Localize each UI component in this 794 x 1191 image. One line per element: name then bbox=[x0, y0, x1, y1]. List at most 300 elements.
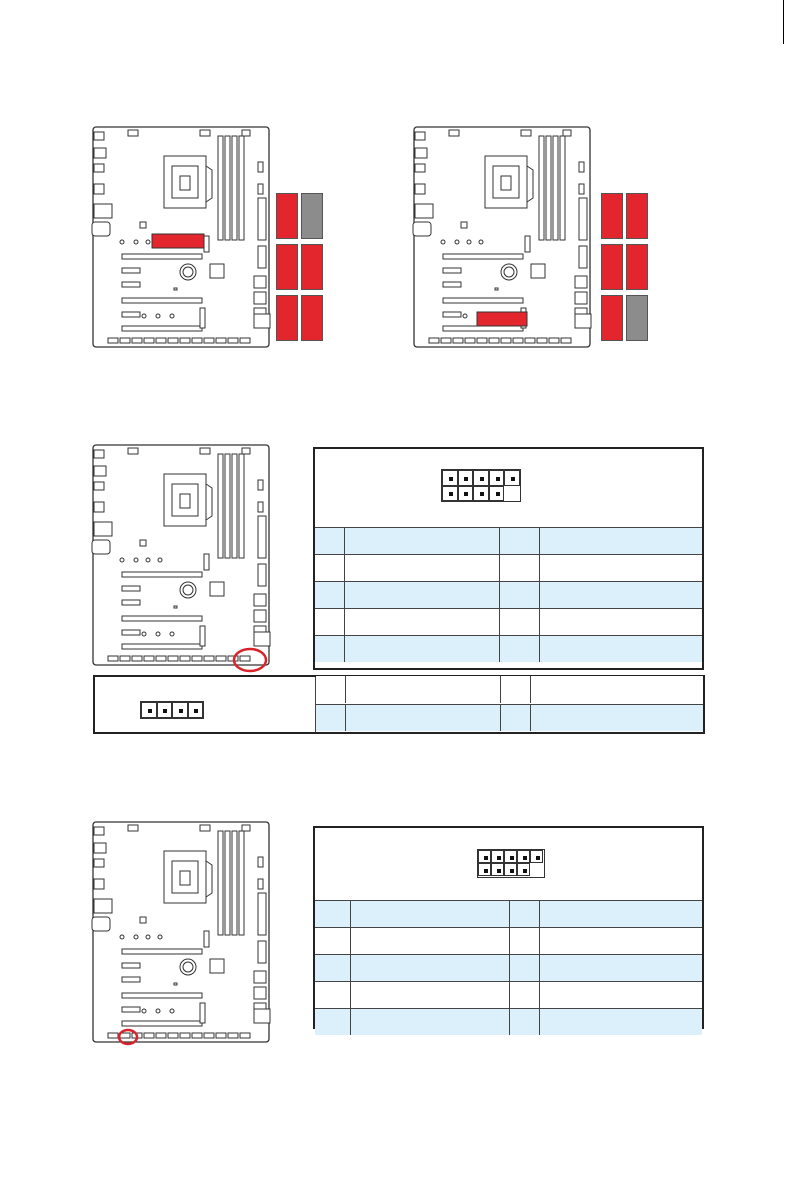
audio-port bbox=[92, 222, 110, 236]
io-port bbox=[94, 843, 106, 853]
pin-dot bbox=[449, 477, 453, 481]
dimm-slot bbox=[239, 454, 244, 558]
standoff bbox=[156, 632, 160, 636]
standoff bbox=[467, 240, 471, 244]
dimm-slot bbox=[232, 831, 237, 935]
bottom-header bbox=[204, 656, 214, 661]
chipset bbox=[531, 264, 545, 278]
column-divider bbox=[499, 636, 500, 662]
bottom-header bbox=[513, 338, 523, 343]
pin-cell bbox=[458, 486, 474, 502]
slot-status-cell bbox=[601, 193, 623, 239]
pin-cell bbox=[504, 863, 517, 876]
pin-cell bbox=[504, 850, 517, 863]
sata-port bbox=[254, 610, 266, 622]
atx-power bbox=[258, 516, 266, 558]
pin-dot bbox=[449, 492, 453, 496]
board-diagram-2 bbox=[413, 126, 603, 360]
pcie-x1-slot bbox=[122, 630, 140, 635]
m2-holder bbox=[200, 626, 205, 646]
usb-header bbox=[254, 314, 270, 328]
pcie-x1-slot bbox=[122, 963, 140, 968]
sata-port bbox=[254, 594, 266, 606]
io-port bbox=[94, 466, 106, 476]
cmos-battery-inner bbox=[504, 267, 514, 277]
bottom-header bbox=[453, 338, 463, 343]
standoff bbox=[158, 558, 162, 562]
io-port bbox=[415, 148, 427, 158]
cmos-battery-inner bbox=[183, 962, 193, 972]
bottom-header bbox=[489, 338, 499, 343]
bottom-header bbox=[216, 338, 226, 343]
pcie-x16-slot bbox=[122, 1021, 202, 1026]
led bbox=[174, 606, 177, 608]
dimm-slot bbox=[232, 136, 237, 240]
dimm-slot bbox=[546, 136, 551, 240]
led bbox=[495, 288, 498, 290]
standoff bbox=[146, 935, 150, 939]
bottom-header bbox=[429, 338, 439, 343]
standoff bbox=[134, 240, 138, 244]
standoff bbox=[142, 632, 146, 636]
column-divider bbox=[350, 928, 351, 954]
pin-dot bbox=[497, 856, 501, 860]
standoff bbox=[156, 314, 160, 318]
bottom-header bbox=[216, 656, 226, 661]
bottom-header bbox=[156, 656, 166, 661]
dimm-slot bbox=[553, 136, 558, 240]
bottom-header bbox=[465, 338, 475, 343]
column-divider bbox=[539, 928, 540, 954]
pin-cell bbox=[504, 470, 520, 486]
io-port bbox=[94, 148, 106, 158]
top-connector bbox=[242, 448, 250, 454]
slot-status-cell bbox=[276, 244, 298, 290]
chip bbox=[140, 222, 146, 228]
bottom-header bbox=[240, 338, 250, 343]
pcie-x1-slot bbox=[443, 268, 461, 273]
pin-header-9-icon bbox=[477, 849, 545, 878]
pin-header-10-icon bbox=[441, 469, 521, 502]
pcie-x1-slot bbox=[122, 1007, 140, 1012]
bottom-header bbox=[441, 338, 451, 343]
standoff bbox=[134, 935, 138, 939]
column-divider bbox=[509, 901, 510, 927]
bottom-header bbox=[549, 338, 559, 343]
column-divider bbox=[499, 609, 500, 635]
pcie-x1-slot bbox=[122, 268, 140, 273]
pin-cell bbox=[188, 702, 204, 718]
chipset bbox=[210, 959, 224, 973]
io-port bbox=[415, 204, 433, 218]
standoff bbox=[156, 1009, 160, 1013]
chip bbox=[140, 917, 146, 923]
column-divider bbox=[509, 928, 510, 954]
board-diagram-3 bbox=[92, 444, 282, 678]
dimm-slot bbox=[225, 136, 230, 240]
pin-dot bbox=[536, 856, 540, 860]
column-divider bbox=[344, 609, 345, 635]
top-connector bbox=[242, 130, 250, 136]
slot-status-cell bbox=[601, 244, 623, 290]
dimm-slot bbox=[239, 831, 244, 935]
io-port bbox=[94, 184, 104, 194]
io-port bbox=[415, 132, 425, 140]
pin-definition-table-2 bbox=[93, 675, 705, 734]
atx-power bbox=[579, 198, 587, 240]
bottom-header bbox=[216, 1033, 226, 1038]
standoff bbox=[463, 314, 467, 318]
column-divider bbox=[350, 955, 351, 981]
fan-header bbox=[579, 184, 584, 194]
bottom-header bbox=[168, 656, 178, 661]
audio-port bbox=[92, 540, 110, 554]
dimm-slot bbox=[232, 454, 237, 558]
bottom-header bbox=[240, 656, 250, 661]
standoff bbox=[146, 240, 150, 244]
board-diagram-4 bbox=[92, 821, 282, 1055]
pin-dot bbox=[179, 709, 183, 713]
io-port bbox=[94, 132, 104, 140]
pin-dot bbox=[511, 477, 515, 481]
pcie-x16-slot bbox=[122, 993, 202, 998]
sata-connector bbox=[258, 246, 266, 268]
cmos-battery-inner bbox=[183, 585, 193, 595]
pcie-x1-slot bbox=[443, 282, 461, 287]
pin-dot bbox=[510, 856, 514, 860]
pin-cell bbox=[530, 850, 543, 863]
fan-header bbox=[579, 162, 584, 172]
pcie-x16-slot bbox=[122, 616, 202, 621]
bottom-header bbox=[120, 338, 130, 343]
standoff bbox=[441, 240, 445, 244]
column-divider bbox=[539, 582, 540, 608]
io-port bbox=[94, 827, 104, 835]
pin-cell bbox=[172, 702, 188, 718]
slot-status-cell bbox=[301, 193, 323, 239]
chipset bbox=[210, 582, 224, 596]
pin-dot bbox=[496, 492, 500, 496]
column-divider bbox=[509, 1009, 510, 1035]
column-divider bbox=[530, 705, 531, 731]
fan-header bbox=[258, 879, 263, 889]
bottom-header bbox=[180, 1033, 190, 1038]
column-divider bbox=[345, 705, 346, 731]
motherboard-outline bbox=[92, 126, 282, 360]
column-divider bbox=[509, 982, 510, 1008]
column-divider bbox=[500, 705, 501, 731]
pin-cell bbox=[141, 702, 157, 718]
io-port bbox=[94, 899, 112, 913]
top-connector bbox=[128, 825, 138, 831]
slot-status-cell bbox=[276, 295, 298, 341]
m2-holder bbox=[204, 236, 209, 252]
standoff bbox=[120, 558, 124, 562]
io-port bbox=[94, 859, 104, 867]
pcie-x1-slot bbox=[122, 282, 140, 287]
pin-dot bbox=[464, 492, 468, 496]
sata-connector bbox=[258, 941, 266, 963]
bottom-header bbox=[144, 656, 154, 661]
pin-cell bbox=[157, 702, 173, 718]
fan-header bbox=[258, 162, 263, 172]
table-row bbox=[315, 527, 702, 554]
pin-dot bbox=[480, 477, 484, 481]
bottom-header bbox=[240, 1033, 250, 1038]
chip bbox=[461, 222, 467, 228]
standoff bbox=[120, 935, 124, 939]
table-row bbox=[315, 900, 702, 927]
standoff bbox=[170, 1009, 174, 1013]
slot-status-cell bbox=[626, 295, 648, 341]
top-connector bbox=[128, 448, 138, 454]
pcie-x16-slot bbox=[122, 326, 202, 331]
io-port bbox=[415, 164, 425, 172]
pin-dot bbox=[523, 869, 527, 873]
chip bbox=[140, 540, 146, 546]
column-divider bbox=[539, 1009, 540, 1035]
cpu-socket-core bbox=[501, 176, 511, 190]
pin-cell bbox=[491, 850, 504, 863]
top-connector bbox=[242, 825, 250, 831]
page-corner-mark bbox=[783, 0, 784, 44]
pin-dot bbox=[480, 492, 484, 496]
pcie-x16-slot bbox=[122, 644, 202, 649]
pin-dot bbox=[497, 869, 501, 873]
dimm-slot bbox=[218, 136, 223, 240]
pcie-x16-slot bbox=[443, 254, 523, 259]
bottom-header bbox=[204, 1033, 214, 1038]
atx-power bbox=[258, 893, 266, 935]
io-port bbox=[94, 522, 112, 536]
standoff bbox=[142, 314, 146, 318]
bottom-header bbox=[537, 338, 547, 343]
top-connector bbox=[521, 130, 531, 136]
highlighted-pcie-slot bbox=[152, 234, 204, 248]
bottom-header bbox=[180, 656, 190, 661]
bottom-header bbox=[477, 338, 487, 343]
bottom-header bbox=[132, 338, 142, 343]
standoff bbox=[170, 314, 174, 318]
bottom-header bbox=[192, 338, 202, 343]
standoff bbox=[455, 240, 459, 244]
pin-dot bbox=[194, 709, 198, 713]
bottom-header bbox=[525, 338, 535, 343]
table-row bbox=[315, 981, 702, 1008]
pcie-x1-slot bbox=[122, 977, 140, 982]
sata-port bbox=[575, 276, 587, 288]
sata-port bbox=[254, 971, 266, 983]
standoff bbox=[158, 935, 162, 939]
bottom-header bbox=[228, 338, 238, 343]
pcie-x16-slot bbox=[122, 949, 202, 954]
fan-header bbox=[258, 184, 263, 194]
chipset bbox=[210, 264, 224, 278]
dimm-slot bbox=[218, 454, 223, 558]
pin-definition-table-1 bbox=[313, 447, 704, 670]
bottom-header bbox=[144, 1033, 154, 1038]
table-row bbox=[316, 676, 703, 703]
pin-cell bbox=[489, 470, 505, 486]
pin-cell bbox=[478, 863, 491, 876]
slot-status-cell bbox=[276, 193, 298, 239]
pin-cell bbox=[517, 850, 530, 863]
column-divider bbox=[344, 636, 345, 662]
bottom-header bbox=[192, 1033, 202, 1038]
pin-dot bbox=[496, 477, 500, 481]
table-row bbox=[315, 635, 702, 662]
pcie-x1-slot bbox=[122, 600, 140, 605]
column-divider bbox=[539, 555, 540, 581]
pin-cell bbox=[442, 470, 458, 486]
pin-table-rows bbox=[315, 677, 703, 732]
io-port bbox=[94, 204, 112, 218]
column-divider bbox=[344, 555, 345, 581]
column-divider bbox=[539, 955, 540, 981]
slot-status-cell bbox=[626, 193, 648, 239]
pin-header-4-icon bbox=[140, 701, 204, 719]
standoff bbox=[146, 558, 150, 562]
pin-dot bbox=[523, 856, 527, 860]
sata-connector bbox=[258, 564, 266, 586]
standoff bbox=[120, 240, 124, 244]
pin-dot bbox=[464, 477, 468, 481]
column-divider bbox=[539, 609, 540, 635]
table-row bbox=[315, 927, 702, 954]
top-connector bbox=[200, 130, 210, 136]
fan-header bbox=[258, 480, 263, 490]
pin-cell bbox=[473, 486, 489, 502]
pin-dot bbox=[484, 869, 488, 873]
pin-cell bbox=[489, 486, 505, 502]
bottom-header bbox=[501, 338, 511, 343]
bottom-header bbox=[144, 338, 154, 343]
table-row bbox=[315, 1008, 702, 1035]
slot-status-cell bbox=[601, 295, 623, 341]
audio-port bbox=[413, 222, 431, 236]
bottom-header bbox=[192, 656, 202, 661]
column-divider bbox=[539, 982, 540, 1008]
pcie-x16-slot bbox=[443, 326, 523, 331]
atx-power bbox=[258, 198, 266, 240]
table-row bbox=[315, 554, 702, 581]
bottom-header bbox=[132, 656, 142, 661]
dimm-slot bbox=[225, 454, 230, 558]
dimm-slot bbox=[239, 136, 244, 240]
column-divider bbox=[539, 528, 540, 554]
fan-header bbox=[258, 502, 263, 512]
column-divider bbox=[539, 636, 540, 662]
led bbox=[174, 983, 177, 985]
sata-port bbox=[254, 292, 266, 304]
pcie-x1-slot bbox=[443, 312, 461, 317]
io-port bbox=[94, 164, 104, 172]
column-divider bbox=[350, 1009, 351, 1035]
sata-port bbox=[254, 276, 266, 288]
pin-dot bbox=[484, 856, 488, 860]
column-divider bbox=[350, 901, 351, 927]
motherboard-outline bbox=[92, 821, 282, 1055]
pcie-x1-slot bbox=[122, 586, 140, 591]
pcie-x16-slot bbox=[122, 572, 202, 577]
column-divider bbox=[539, 901, 540, 927]
motherboard-outline bbox=[92, 444, 282, 678]
pin-cell bbox=[491, 863, 504, 876]
m2-holder bbox=[204, 554, 209, 570]
column-divider bbox=[350, 982, 351, 1008]
usb-header bbox=[254, 632, 270, 646]
bottom-header bbox=[120, 656, 130, 661]
table-row bbox=[315, 954, 702, 981]
bottom-header bbox=[228, 1033, 238, 1038]
dimm-slot bbox=[218, 831, 223, 935]
standoff bbox=[134, 558, 138, 562]
table-row bbox=[315, 608, 702, 635]
pcie-x16-slot bbox=[443, 298, 523, 303]
pin-cell bbox=[442, 486, 458, 502]
slot-status-grid-1 bbox=[276, 193, 324, 343]
fan-header bbox=[258, 857, 263, 867]
standoff bbox=[142, 1009, 146, 1013]
pcie-x16-slot bbox=[122, 254, 202, 259]
column-divider bbox=[344, 528, 345, 554]
bottom-header bbox=[156, 338, 166, 343]
table-row bbox=[316, 704, 703, 731]
pin-cell bbox=[458, 470, 474, 486]
slot-status-cell bbox=[626, 244, 648, 290]
motherboard-outline bbox=[413, 126, 603, 360]
m2-holder bbox=[200, 308, 205, 328]
pin-dot bbox=[510, 869, 514, 873]
m2-holder bbox=[204, 931, 209, 947]
slot-status-grid-2 bbox=[601, 193, 649, 343]
led bbox=[174, 288, 177, 290]
bottom-header bbox=[180, 338, 190, 343]
io-port bbox=[94, 879, 104, 889]
bottom-header bbox=[108, 656, 118, 661]
pin-definition-table-3 bbox=[313, 826, 704, 1029]
io-port bbox=[94, 502, 104, 512]
cpu-socket-core bbox=[180, 871, 190, 885]
cpu-socket-core bbox=[180, 494, 190, 508]
column-divider bbox=[499, 555, 500, 581]
dimm-slot bbox=[560, 136, 565, 240]
bottom-header bbox=[168, 1033, 178, 1038]
standoff bbox=[479, 240, 483, 244]
pcie-x1-slot bbox=[122, 312, 140, 317]
column-divider bbox=[344, 582, 345, 608]
highlighted-pcie-slot bbox=[477, 312, 527, 326]
pin-cell bbox=[473, 470, 489, 486]
slot-status-cell bbox=[301, 244, 323, 290]
audio-port bbox=[92, 917, 110, 931]
io-port bbox=[94, 482, 104, 490]
bottom-header bbox=[108, 338, 118, 343]
dimm-slot bbox=[225, 831, 230, 935]
sata-port bbox=[575, 292, 587, 304]
column-divider bbox=[345, 676, 346, 703]
standoff bbox=[170, 632, 174, 636]
dimm-slot bbox=[539, 136, 544, 240]
column-divider bbox=[509, 955, 510, 981]
pcie-x16-slot bbox=[122, 298, 202, 303]
column-divider bbox=[500, 676, 501, 703]
top-connector bbox=[200, 825, 210, 831]
io-port bbox=[94, 450, 104, 458]
top-connector bbox=[128, 130, 138, 136]
top-connector bbox=[449, 130, 459, 136]
bottom-header bbox=[156, 1033, 166, 1038]
